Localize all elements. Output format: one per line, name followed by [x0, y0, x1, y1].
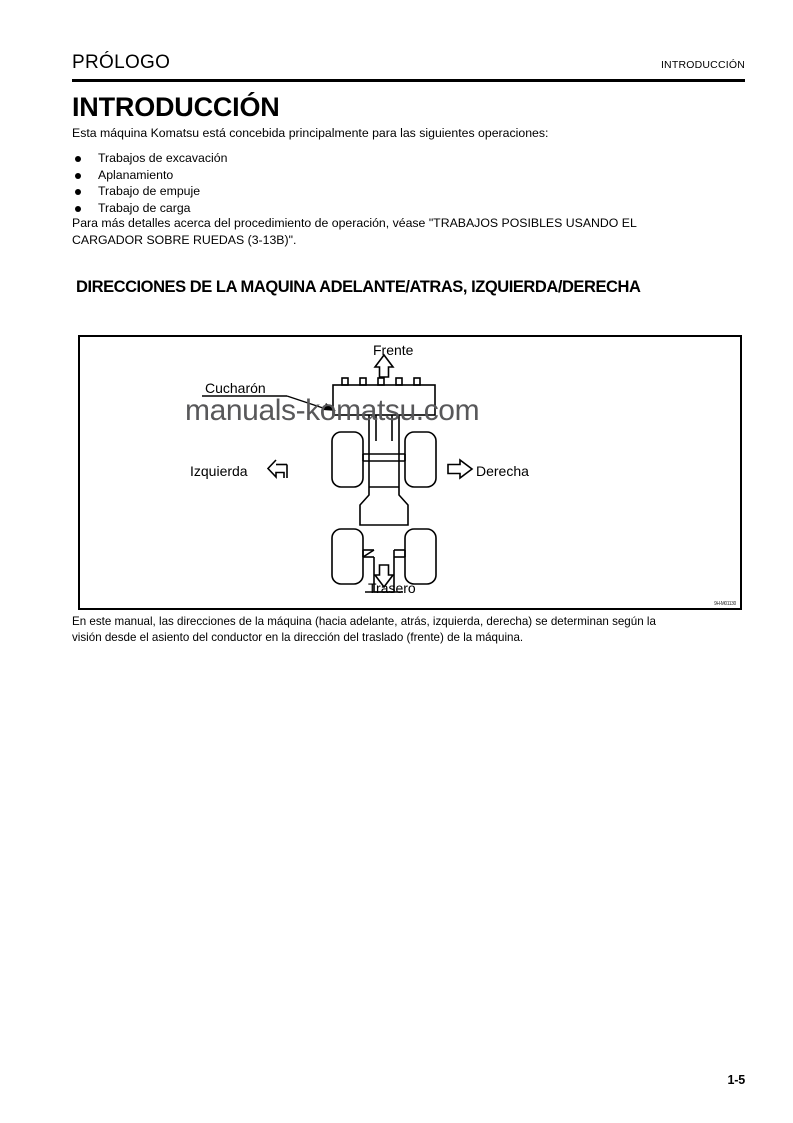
figure-label-bucket: Cucharón [205, 380, 266, 396]
page-title: INTRODUCCIÓN [72, 92, 280, 122]
header-chapter-title: PRÓLOGO [72, 52, 171, 73]
list-item-label: Trabajos de excavación [98, 151, 228, 165]
figure-label-front: Frente [373, 342, 414, 358]
figure-caption-line-1: En este manual, las direcciones de la máquina (hacia adelante, atrás, izquierda, derecha) se determinan según la [72, 615, 656, 628]
list-item [72, 184, 572, 201]
list-item-label: Trabajo de carga [98, 200, 191, 215]
figure-label-right: Derecha [476, 463, 529, 479]
machine-direction-figure [78, 335, 742, 610]
bullet-dot-icon [75, 189, 81, 195]
detail-paragraph-line-1: Para más detalles acerca del procedimiento de operación, véase "TRABAJOS POSIBLES USANDO EL [72, 216, 637, 230]
list-item-label: Trabajo de empuje [98, 184, 201, 198]
figure-caption-line-2: visión desde el asiento del conductor en la dirección del traslado (frente) de la máquina. [72, 631, 524, 644]
bullet-dot-icon [75, 206, 81, 212]
arrow-right-icon [448, 460, 472, 478]
bucket-teeth-icon [342, 378, 420, 385]
operations-list [72, 151, 572, 217]
detail-paragraph-line-2: CARGADOR SOBRE RUEDAS (3-13B)". [72, 232, 297, 247]
header-divider-rule [72, 79, 745, 82]
arrow-up-front-icon [375, 355, 393, 377]
list-item-label: Aplanamiento [98, 167, 174, 182]
header-section-title: INTRODUCCIÓN [660, 59, 745, 71]
intro-paragraph: Esta máquina Komatsu está concebida principalmente para las siguientes operaciones: [72, 126, 549, 140]
bullet-dot-icon [75, 156, 81, 162]
figure-caption [72, 614, 745, 646]
arrow-left-icon [268, 460, 284, 478]
wheel-loader-top-view-drawing [80, 337, 744, 612]
figure-inner [80, 337, 740, 608]
figure-label-left: Izquierda [190, 463, 248, 479]
detail-paragraph [72, 215, 745, 248]
watermark-text: manuals-komatsu.com [185, 394, 480, 427]
bullet-dot-icon [75, 173, 81, 179]
list-item [72, 151, 572, 168]
running-header [72, 52, 745, 80]
figure-reference-code: 9H-M01130 [714, 599, 736, 606]
figure-label-rear: Trasero [368, 580, 416, 596]
list-item [72, 168, 572, 185]
section-heading: DIRECCIONES DE LA MAQUINA ADELANTE/ATRAS, IZQUIERDA/DERECHA [76, 278, 641, 296]
page-number: 1-5 [727, 1073, 745, 1087]
